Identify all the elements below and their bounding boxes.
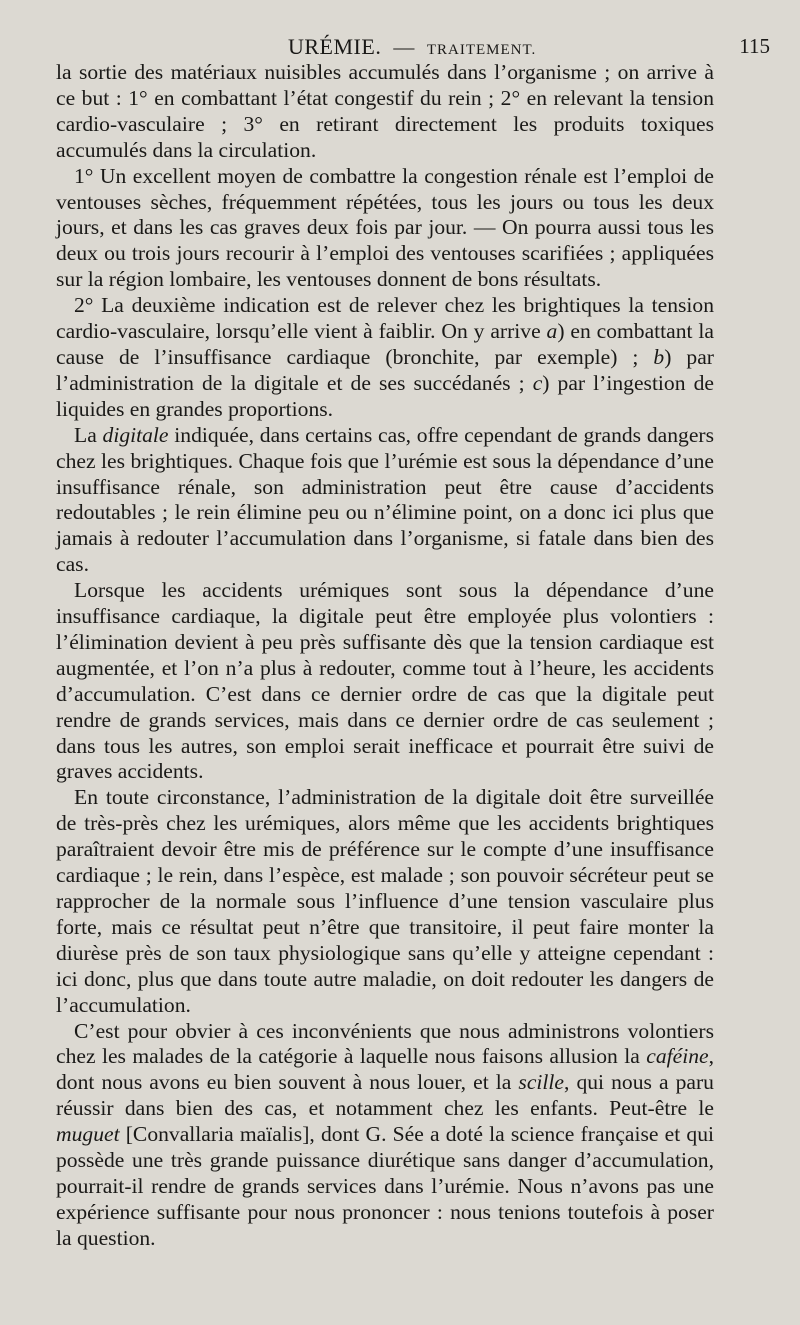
paragraph-5: [56, 578, 714, 785]
paragraph-text: indiquée, dans certains cas, offre cependant de grands dangers chez les brightiques. Chaque fois que l’urémie est sous la dépendance d’une insuffisance rénale, son administration peut être cause d’accidents redoutables ; le rein élimine peu ou n’élimine point, on a donc ici plus que jamais à redouter l’accumulation dans l’organisme, si fatale dans bien des cas.: [56, 422, 714, 577]
chapter-title: URÉMIE.: [288, 34, 382, 59]
paragraph-text: la sortie des matériaux nuisibles accumulés dans l’organisme ; on arrive à ce but : 1° en combattant l’état congestif du rein ; 2° en relevant la tension cardio-vasculaire ; 3° en retirant directement les produits toxiques accumulés dans la circulation.: [56, 60, 714, 162]
paragraph-text: ) par l’ingestion de liquides en grandes proportions.: [56, 370, 714, 421]
italic-term-cafeine: caféine: [646, 1044, 709, 1069]
italic-term-digitale: digitale: [102, 422, 169, 447]
page-header: [56, 30, 770, 60]
paragraph-1: [56, 60, 714, 164]
paragraph-text: ) par l’administration de la digitale et de ses succédanés ;: [56, 344, 714, 395]
paragraph-text: 2° La deuxième indication est de relever chez les brightiques la tension cardio-vasculaire, lorsqu’elle vient à faiblir. On y arrive: [56, 293, 714, 344]
paragraph-text: , qui nous a paru réussir dans bien des cas, et notamment chez les enfants. Peut-être le: [56, 1070, 714, 1121]
paragraph-text: En toute circonstance, l’administration de la digitale doit être surveillée de très-près chez les urémiques, alors même que les accidents brightiques paraîtraient devoir être mis de préférence sur le compte d’une insuffisance cardiaque ; le rein, dans l’espèce, est malade ; son pouvoir sécréteur peut se rapprocher de la normale sous l’influence d’une tension vasculaire plus forte, mais ce résultat peut n’être que transitoire, il peut faire monter la diurèse près de son taux physiologique sans qu’elle y atteigne cependant : ici donc, plus que dans toute autre maladie, on doit redouter les dangers de l’accumulation.: [56, 785, 714, 1017]
paragraph-text: 1° Un excellent moyen de combattre la congestion rénale est l’emploi de ventouses sèches, fréquemment répétées, tous les jours ou tous les deux jours, et dans les cas graves deux fois par jour. — On pourra aussi tous les deux ou trois jours recourir à l’emploi des ventouses scarifiées ; appliquées sur la région lombaire, les ventouses donnent de bons résultats.: [56, 163, 714, 292]
paragraph-4: [56, 423, 714, 578]
paragraph-7: [56, 1019, 714, 1252]
section-title: TRAITEMENT.: [426, 42, 537, 58]
paragraph-3: [56, 293, 714, 423]
paragraph-2: [56, 164, 714, 294]
body-text: [56, 60, 714, 1252]
running-title: [288, 34, 536, 60]
paragraph-text: [Convallaria maïalis], dont G. Sée a doté la science française et qui possède une très grande puissance diurétique sans danger d’accumulation, pourrait-il rendre de grands services dans l’urémie. Nous n’avons pas une expérience suffisante pour nous prononcer : nous tenions toutefois à poser la question.: [56, 1122, 714, 1250]
page-number: 115: [739, 34, 770, 58]
list-marker-a: a: [546, 319, 558, 344]
list-marker-c: c: [532, 370, 543, 395]
paragraph-text: ) en combattant la cause de l’insuffisance cardiaque (bronchite, par exemple) ;: [56, 319, 714, 369]
title-dash: —: [393, 35, 415, 59]
paragraph-text: La: [74, 422, 103, 447]
paragraph-6: [56, 785, 714, 1018]
paragraph-text: , dont nous avons eu bien souvent à nous louer, et la: [56, 1044, 714, 1095]
paragraph-text: C’est pour obvier à ces inconvénients que nous administrons volontiers chez les malades de la catégorie à laquelle nous faisons allusion la: [56, 1018, 714, 1069]
italic-term-muguet: muguet: [56, 1122, 120, 1147]
italic-term-scille: scille: [518, 1070, 564, 1095]
paragraph-text: Lorsque les accidents urémiques sont sous la dépendance d’une insuffisance cardiaque, la digitale peut être employée plus volontiers : l’élimination devient à peu près suffisante dès que la tension cardiaque est augmentée, et l’on n’a plus à redouter, comme tout à l’heure, les accidents d’accumulation. C’est dans ce dernier ordre de cas que la digitale peut rendre de grands services, mais dans ce dernier ordre de cas seulement ; dans tous les autres, son emploi serait inefficace et pourrait être suivi de graves accidents.: [56, 578, 714, 784]
list-marker-b: b: [653, 344, 665, 369]
